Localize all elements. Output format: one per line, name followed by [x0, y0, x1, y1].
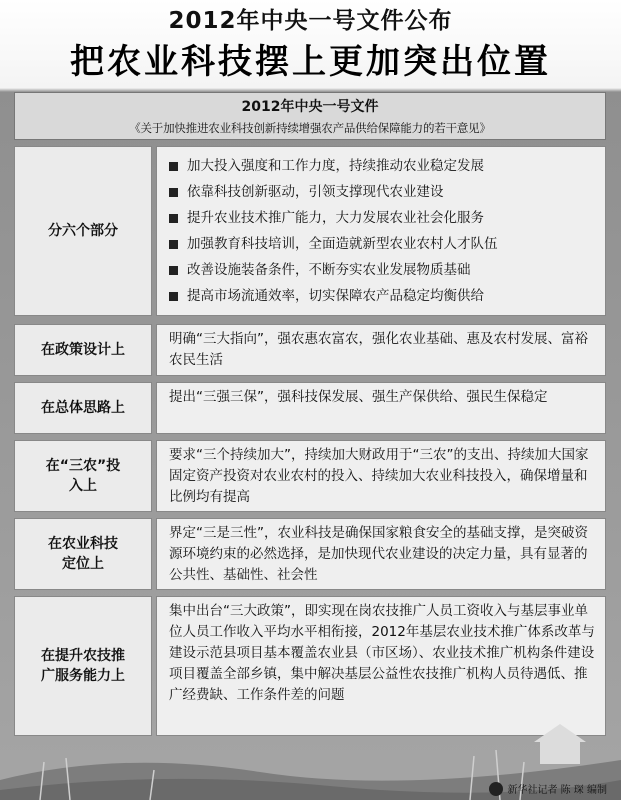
bullet-square-icon	[169, 214, 178, 223]
bullet-square-icon	[169, 188, 178, 197]
house-icon	[540, 740, 580, 764]
document-full-title: 《关于加快推进农业科技创新持续增强农产品供给保障能力的若干意见》	[129, 121, 491, 135]
list-item: 提升农业技术推广能力，大力发展农业社会化服务	[169, 205, 595, 231]
section-label: 在“三农”投入上	[14, 440, 152, 512]
credit-line: 新华社记者 陈 琛 编制	[489, 781, 607, 796]
bullet-square-icon	[169, 266, 178, 275]
section-row	[14, 146, 606, 316]
document-header	[14, 92, 606, 140]
section-content: 提出“三强三保”，强科技保发展、强生产保供给、强民生保稳定	[156, 382, 606, 434]
list-item: 依靠科技创新驱动，引领支撑现代农业建设	[169, 179, 595, 205]
list-item: 改善设施装备条件，不断夯实农业发展物质基础	[169, 257, 595, 283]
bullet-square-icon	[169, 292, 178, 301]
section-label: 在农业科技定位上	[14, 518, 152, 590]
section-content: 明确“三大指向”，强农惠农富农，强化农业基础、惠及农村发展、富裕农民生活	[156, 324, 606, 376]
top-title: 2012年中央一号文件公布	[168, 8, 453, 34]
xinhua-logo-icon	[489, 782, 503, 796]
section-content: 集中出台“三大政策”，即实现在岗农技推广人员工资收入与基层事业单位人员工作收入平均水平相衔接，2012年基层农业技术推广体系改革与建设示范县项目基本覆盖农业县（市区场）、农业技术推广机构条件建设项目覆盖全部乡镇，集中解决基层公益性农技推广机构人员待遇低、推广经费缺、工作条件差的问题	[156, 596, 606, 736]
main-title: 把农业科技摆上更加突出位置	[70, 42, 551, 82]
section-row	[14, 518, 606, 590]
section-row	[14, 440, 606, 512]
section-label: 在提升农技推广服务能力上	[14, 596, 152, 736]
section-label: 在总体思路上	[14, 382, 152, 434]
section-row	[14, 382, 606, 434]
bullet-square-icon	[169, 162, 178, 171]
section-label: 分六个部分	[14, 146, 152, 316]
list-item: 加强教育科技培训，全面造就新型农业农村人才队伍	[169, 231, 595, 257]
section-label: 在政策设计上	[14, 324, 152, 376]
list-item: 加大投入强度和工作力度，持续推动农业稳定发展	[169, 153, 595, 179]
list-item: 提高市场流通效率，切实保障农产品稳定均衡供给	[169, 283, 595, 309]
document-name: 2012年中央一号文件	[241, 99, 379, 115]
bullet-square-icon	[169, 240, 178, 249]
section-content: 要求“三个持续加大”，持续加大财政用于“三农”的支出、持续加大国家固定资产投资对农业农村的投入、持续加大农业科技投入，确保增量和比例均有提高	[156, 440, 606, 512]
section-row	[14, 324, 606, 376]
section-content	[156, 146, 606, 316]
roof-icon	[534, 724, 586, 742]
section-content: 界定“三是三性”，农业科技是确保国家粮食安全的基础支撑，是突破资源环境约束的必然选择，是加快现代农业建设的决定力量，具有显著的公共性、基础性、社会性	[156, 518, 606, 590]
